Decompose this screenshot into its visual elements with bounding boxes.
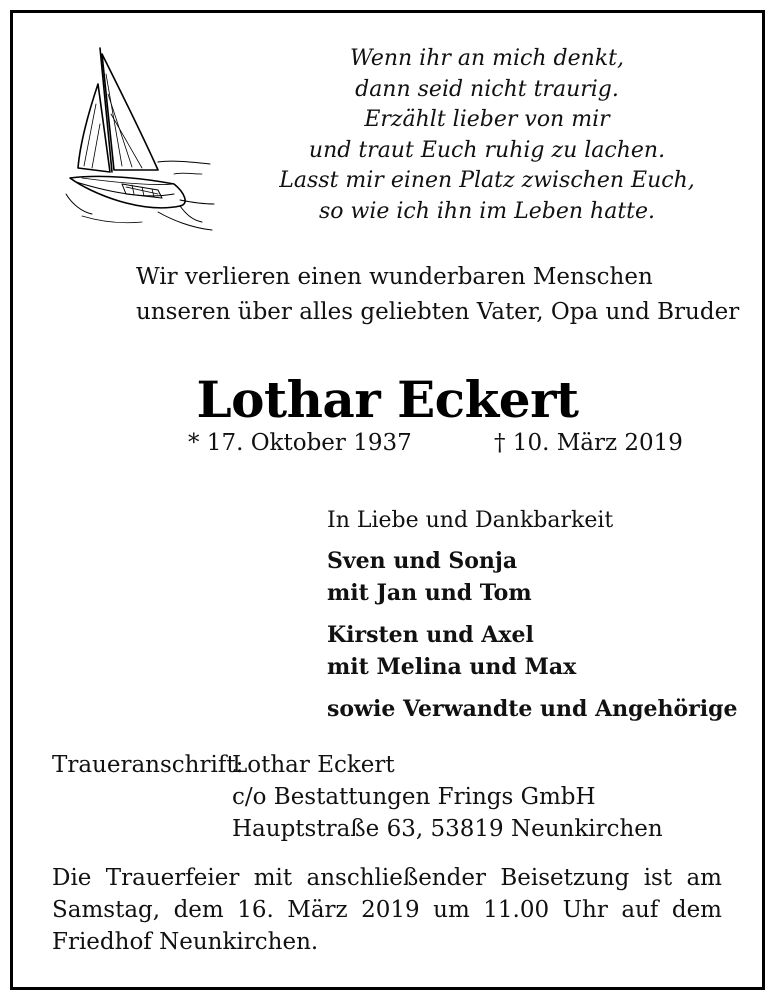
poem-line: Wenn ihr an mich denkt, xyxy=(350,46,624,71)
intro-line: unseren über alles geliebten Vater, Opa und Bruder xyxy=(136,299,740,325)
intro-text xyxy=(136,260,739,330)
mourner-line: Sven und Sonja xyxy=(327,548,518,574)
mourner-group: sowie Verwandte und Angehörige xyxy=(327,696,738,722)
mourners xyxy=(327,505,738,725)
poem-line: so wie ich ihn im Leben hatte. xyxy=(318,198,656,224)
address-line: Hauptstraße 63, 53819 Neunkirchen xyxy=(232,816,663,842)
mourner-line: mit Jan und Tom xyxy=(327,580,532,606)
deceased-name: Lothar Eckert xyxy=(196,370,579,429)
address-line: Lothar Eckert xyxy=(232,752,395,778)
poem-line: dann seid nicht traurig. xyxy=(355,76,619,102)
mourner-group xyxy=(327,619,738,683)
mourning-address xyxy=(52,749,663,845)
address-label: Traueranschrift: xyxy=(52,752,244,778)
poem xyxy=(262,44,712,228)
birth-date: * 17. Oktober 1937 xyxy=(188,430,412,456)
ceremony-notice: Die Trauerfeier mit anschließender Beisetzung ist am Samstag, dem 16. März 2019 um 11.00 Uhr auf dem Friedhof Neunkirchen. xyxy=(52,865,722,955)
poem-line: und traut Euch ruhig zu lachen. xyxy=(308,137,666,163)
mourner-line: Kirsten und Axel xyxy=(327,622,534,648)
address-line: c/o Bestattungen Frings GmbH xyxy=(232,784,596,810)
mourner-group xyxy=(327,545,738,609)
intro-line: Wir verlieren einen wunderbaren Menschen xyxy=(136,264,653,290)
poem-line: Erzählt lieber von mir xyxy=(364,107,610,133)
mourner-line: mit Melina und Max xyxy=(327,654,577,680)
death-date: † 10. März 2019 xyxy=(494,430,683,456)
mourners-lead: In Liebe und Dankbarkeit xyxy=(327,508,614,533)
sailboat-icon xyxy=(62,44,222,234)
poem-line: Lasst mir einen Platz zwischen Euch, xyxy=(279,168,695,194)
